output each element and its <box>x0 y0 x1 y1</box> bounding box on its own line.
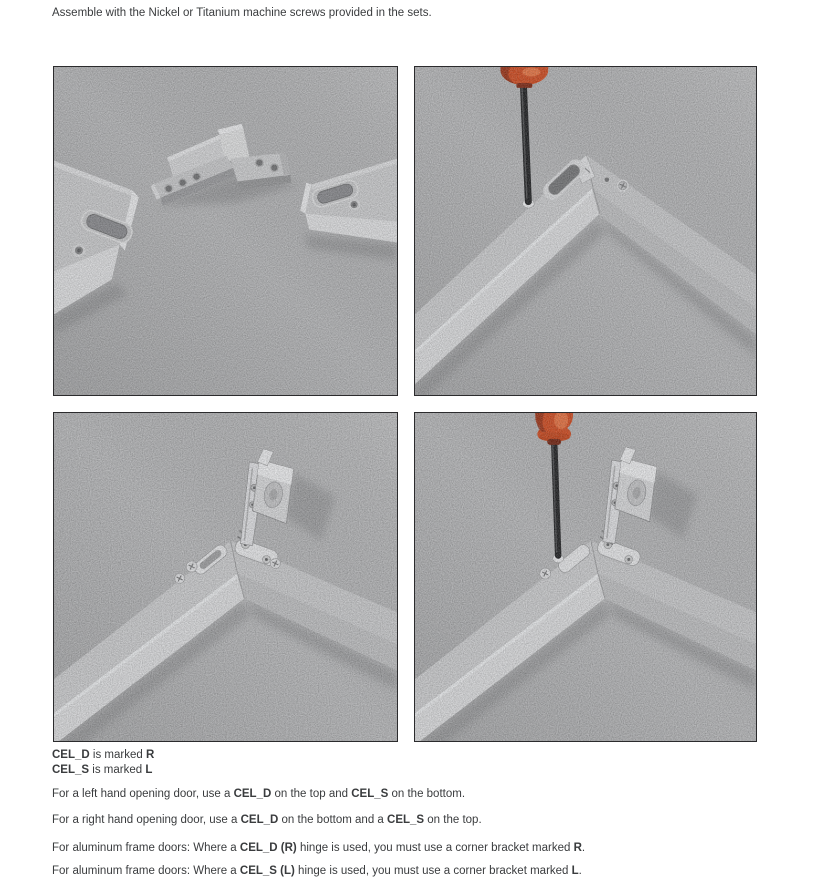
note-aluminum-frame-l: For aluminum frame doors: Where a CEL_S (L) hinge is used, you must use a corner bracket marked L. <box>52 865 582 877</box>
illustration-fasten-hinge <box>415 413 756 741</box>
illustration-hinge-mounted <box>54 413 397 741</box>
note-right-hand-door: For a right hand opening door, use a CEL_D on the bottom and a CEL_S on the top. <box>52 814 482 826</box>
photo-step-2-fasten-corner-bracket <box>414 66 757 396</box>
photo-step-3-hinge-mounted <box>53 412 398 742</box>
note-left-hand-door: For a left hand opening door, use a CEL_D on the top and CEL_S on the bottom. <box>52 788 466 800</box>
note-cel-d-marking: CEL_D is marked R <box>52 749 155 761</box>
intro-text: Assemble with the Nickel or Titanium machine screws provided in the sets. <box>52 7 432 19</box>
note-cel-s-marking: CEL_S is marked L <box>52 764 153 776</box>
illustration-fasten-corner-bracket <box>415 67 756 395</box>
note-aluminum-frame-r: For aluminum frame doors: Where a CEL_D (R) hinge is used, you must use a corner bracket marked R. <box>52 842 586 854</box>
photo-step-1-parts-disassembled <box>53 66 398 396</box>
photo-step-4-fasten-hinge <box>414 412 757 742</box>
illustration-parts-disassembled <box>54 67 397 395</box>
